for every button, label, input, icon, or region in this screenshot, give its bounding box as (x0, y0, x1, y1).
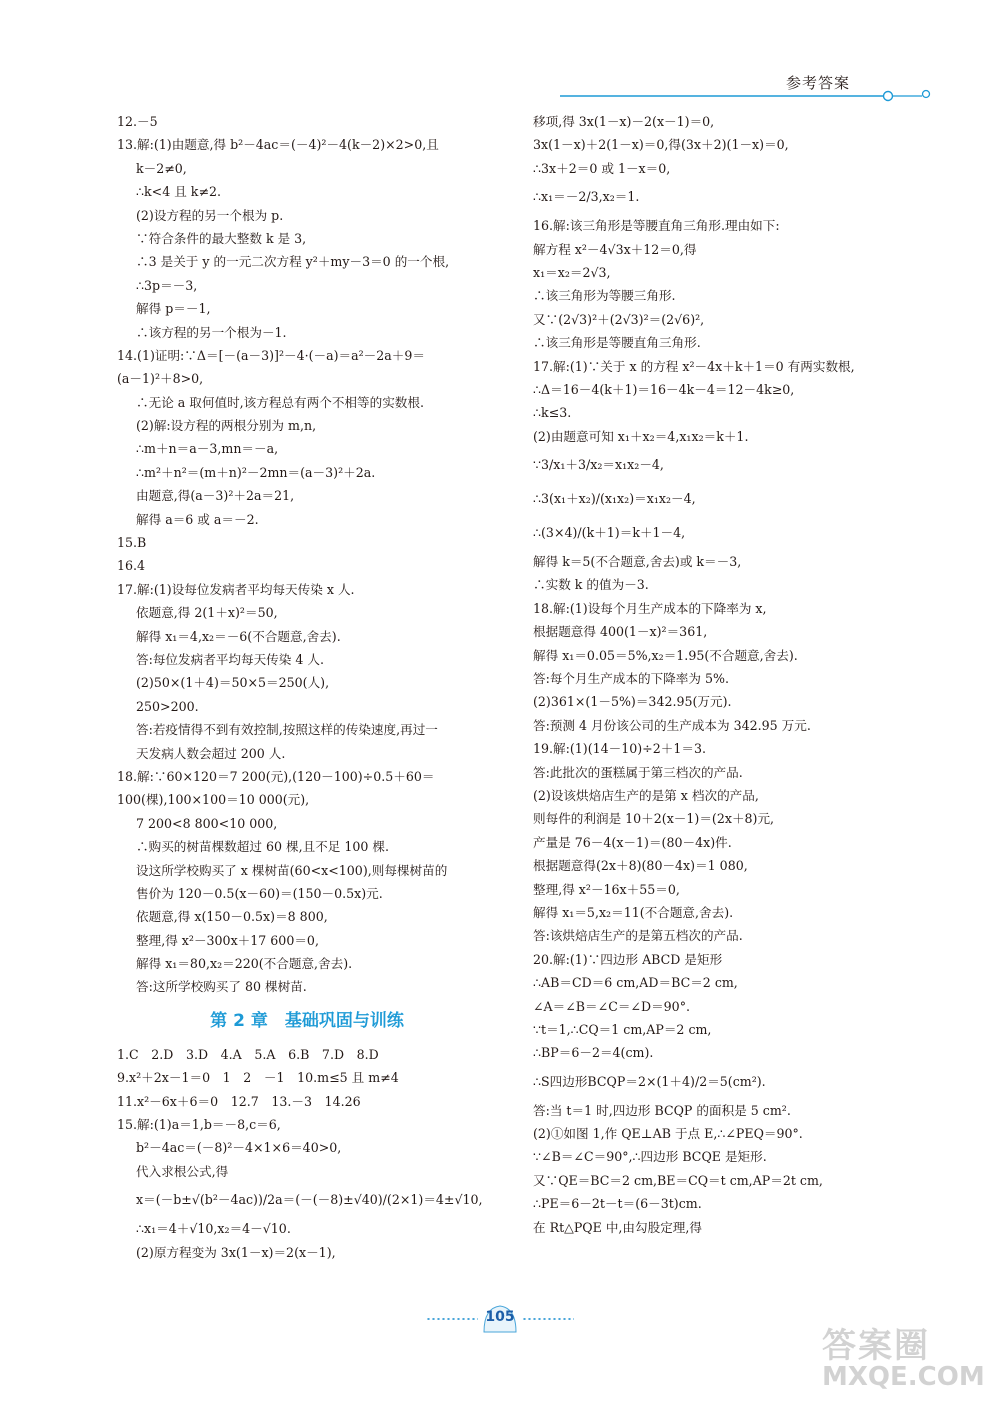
answer-line: 答:若疫情得不到有效控制,按照这样的传染速度,再过一 (136, 722, 438, 738)
answer-line: (a－1)²＋8>0, (117, 371, 204, 387)
answer-line: 17.解:(1)∵关于 x 的方程 x²－4x＋k＋1＝0 有两实数根, (533, 358, 855, 374)
answer-line: 20.解:(1)∵四边形 ABCD 是矩形 (533, 951, 723, 967)
formula-line: ∴S四边形BCQP＝2×(1＋4)/2＝5(cm²). (533, 1073, 766, 1089)
answer-line: ∴3x＋2＝0 或 1－x＝0, (533, 160, 671, 176)
answer-line: (2)50×(1＋4)＝50×5＝250(人), (136, 675, 330, 691)
answer-line: 250>200. (136, 698, 199, 714)
answer-line: (2)设该烘焙店生产的是第 x 档次的产品, (533, 787, 759, 803)
answer-line: 18.解:(1)设每个月生产成本的下降率为 x, (533, 600, 767, 616)
header-label: 参考答案 (786, 74, 851, 92)
answer-line: ∴m²＋n²＝(m＋n)²－2mn＝(a－3)²＋2a. (136, 464, 376, 480)
formula-line: ∴3(x₁＋x₂)/(x₁x₂)＝x₁x₂－4, (533, 491, 696, 507)
answer-line: 又∵QE＝BC＝2 cm,BE＝CQ＝t cm,AP＝2t cm, (533, 1172, 823, 1188)
answer-line: ∴实数 k 的值为－3. (533, 577, 649, 593)
answer-line: ∵符合条件的最大整数 k 是 3, (136, 230, 307, 246)
answer-line: 移项,得 3x(1－x)－2(x－1)＝0, (533, 114, 715, 129)
answer-line: 15.B (117, 535, 147, 551)
answer-line: 依题意,得 x(150－0.5x)＝8 800, (136, 909, 328, 925)
answer-line: 解得 x₁＝4,x₂＝－6(不合题意,舍去). (136, 628, 341, 644)
answer-line: 15.解:(1)a＝1,b＝－8,c＝6, (117, 1117, 281, 1133)
formula-line: ∴(3×4)/(k＋1)＝k＋1－4, (533, 525, 686, 541)
answer-line: ∴该三角形是等腰直角三角形. (533, 335, 701, 351)
answer-line: (2)361×(1－5%)＝342.95(万元). (533, 694, 732, 710)
answer-line: 12.－5 (117, 114, 158, 129)
page-number: 105 (485, 1309, 515, 1325)
answer-line: 根据题意得 400(1－x)²＝361, (533, 624, 708, 640)
formula-line: ∴x₁＝－2/3,x₂＝1. (533, 189, 640, 205)
chapter-heading: 第 2 章 基础巩固与训练 (210, 1010, 404, 1031)
answer-line: 解得 p＝－1, (136, 301, 211, 317)
answer-line: 解方程 x²－4√3x＋12＝0,得 (533, 241, 697, 257)
answer-line: x₁＝x₂＝2√3, (533, 264, 611, 280)
answer-line: 售价为 120－0.5(x－60)＝(150－0.5x)元. (136, 885, 383, 901)
answer-line: 解得 x₁＝5,x₂＝11(不合题意,舍去). (533, 904, 734, 920)
answer-line: (2)原方程变为 3x(1－x)＝2(x－1), (136, 1244, 336, 1260)
answer-line: 3x(1－x)＋2(1－x)＝0,得(3x＋2)(1－x)＝0, (533, 137, 789, 153)
answer-line: 100(棵),100×100＝10 000(元), (117, 792, 310, 808)
answer-line: 答:该烘焙店生产的是第五档次的产品. (533, 928, 743, 944)
answer-line: 由题意,得(a－3)²＋2a＝21, (136, 488, 295, 504)
answer-line: k－2≠0, (136, 160, 187, 176)
answer-line: ∵∠B＝∠C＝90°,∴四边形 BCQE 是矩形. (533, 1149, 767, 1165)
answer-line: 根据题意得(2x＋8)(80－4x)＝1 080, (533, 858, 748, 874)
answer-line: 18.解:∵60×120＝7 200(元),(120－100)÷0.5＋60＝ (117, 768, 435, 784)
answer-line: 解得 x₁＝0.05＝5%,x₂＝1.95(不合题意,舍去). (533, 647, 798, 663)
answer-line: 16.4 (117, 558, 146, 574)
answer-line: 则每件的利润是 10＋2(x－1)＝(2x＋8)元, (533, 811, 775, 827)
answer-line: 答:预测 4 月份该公司的生产成本为 342.95 万元. (533, 717, 811, 733)
answer-line: 解得 a＝6 或 a＝－2. (136, 511, 259, 527)
watermark-logo: 答案圈 (822, 1326, 930, 1366)
answer-line: 天发病人数会超过 200 人. (136, 745, 286, 761)
answer-line: 答:当 t＝1 时,四边形 BCQP 的面积是 5 cm². (533, 1102, 791, 1118)
answer-line: 1.C 2.D 3.D 4.A 5.A 6.B 7.D 8.D (117, 1046, 379, 1062)
answer-line: 7 200<8 800<10 000, (136, 815, 278, 831)
answer-line: 16.解:该三角形是等腰直角三角形.理由如下: (533, 218, 780, 234)
answer-line: 答:每个月生产成本的下降率为 5%. (533, 671, 729, 687)
answer-line: ∴购买的树苗棵数超过 60 棵,且不足 100 棵. (136, 839, 389, 855)
answer-line: ∴无论 a 取何值时,该方程总有两个不相等的实数根. (136, 394, 424, 410)
answer-line: 答:这所学校购买了 80 棵树苗. (136, 979, 307, 995)
answer-line: ∴该三角形为等腰三角形. (533, 288, 676, 304)
answer-line: 产量是 76－4(x－1)＝(80－4x)件. (533, 834, 732, 850)
answer-line: 整理,得 x²－16x＋55＝0, (533, 881, 680, 897)
answer-line: b²－4ac＝(－8)²－4×1×6＝40>0, (136, 1140, 342, 1156)
answer-line: 答:每位发病者平均每天传染 4 人. (136, 651, 324, 667)
answer-line: ∠A＝∠B＝∠C＝∠D＝90°. (533, 998, 690, 1014)
footer-dots-left (426, 1318, 478, 1320)
footer-dots-right (522, 1318, 574, 1320)
answer-line: ∵t＝1,∴CQ＝1 cm,AP＝2 cm, (533, 1021, 712, 1037)
answer-line: 17.解:(1)设每位发病者平均每天传染 x 人. (117, 581, 355, 597)
answer-line: 代入求根公式,得 (136, 1163, 229, 1179)
answer-line: ∴3 是关于 y 的一元二次方程 y²＋my－3＝0 的一个根, (136, 254, 450, 270)
answer-line: 11.x²－6x＋6＝0 12.7 13.－3 14.26 (117, 1093, 361, 1109)
answer-line: 9.x²＋2x－1＝0 1 2 －1 10.m≤5 且 m≠4 (117, 1070, 399, 1086)
answer-line: ∴该方程的另一个根为－1. (136, 324, 287, 340)
answer-line: ∴Δ＝16－4(k＋1)＝16－4k－4＝12－4k≥0, (533, 381, 795, 397)
answer-line: 19.解:(1)(14－10)÷2＋1＝3. (533, 741, 706, 757)
answer-line: 13.解:(1)由题意,得 b²－4ac＝(－4)²－4(k－2)×2>0,且 (117, 137, 439, 153)
watermark (822, 1318, 930, 1367)
answer-line: (2)①如图 1,作 QE⊥AB 于点 E,∴∠PEQ＝90°. (533, 1126, 803, 1142)
answer-line: 解得 x₁＝80,x₂＝220(不合题意,舍去). (136, 956, 353, 972)
header-decoration (0, 0, 1000, 110)
answer-line: (2)解:设方程的两根分别为 m,n, (136, 418, 317, 434)
answer-line: 解得 k＝5(不合题意,舍去)或 k＝－3, (533, 554, 742, 570)
answer-line: 整理,得 x²－300x＋17 600＝0, (136, 932, 319, 948)
answer-line: (2)设方程的另一个根为 p. (136, 207, 284, 223)
answer-line: ∴m＋n＝a－3,mn＝－a, (136, 441, 279, 457)
answer-line: ∴AB＝CD＝6 cm,AD＝BC＝2 cm, (533, 975, 738, 991)
answer-line: 依题意,得 2(1＋x)²＝50, (136, 605, 278, 621)
answer-line: ∴3p＝－3, (136, 277, 198, 293)
formula-line: x＝(－b±√(b²－4ac))/2a＝(－(－8)±√40)/(2×1)＝4±√10, (136, 1192, 483, 1208)
answer-line: ∴BP＝6－2＝4(cm). (533, 1045, 654, 1061)
answer-line: ∴k<4 且 k≠2. (136, 184, 222, 200)
answer-line: 设这所学校购买了 x 棵树苗(60<x<100),则每棵树苗的 (136, 862, 448, 878)
formula-line: ∵3/x₁＋3/x₂＝x₁x₂－4, (533, 457, 664, 473)
answer-line: 又∵(2√3)²＋(2√3)²＝(2√6)², (533, 311, 705, 327)
answer-line: 在 Rt△PQE 中,由勾股定理,得 (533, 1219, 702, 1235)
right-column (533, 110, 863, 1239)
answer-line: ∴PE＝6－2t－t＝(6－3t)cm. (533, 1196, 702, 1212)
watermark-url: MXQE.COM (822, 1362, 985, 1392)
answer-line: ∴x₁＝4＋√10,x₂＝4－√10. (136, 1221, 291, 1237)
answer-line: ∴k≤3. (533, 405, 572, 421)
answer-line: 14.(1)证明:∵Δ＝[－(a－3)]²－4·(－a)＝a²－2a＋9＝ (117, 347, 425, 363)
answer-line: 答:此批次的蛋糕属于第三档次的产品. (533, 764, 743, 780)
left-column (117, 110, 497, 1264)
answer-line: (2)由题意可知 x₁＋x₂＝4,x₁x₂＝k＋1. (533, 428, 749, 444)
